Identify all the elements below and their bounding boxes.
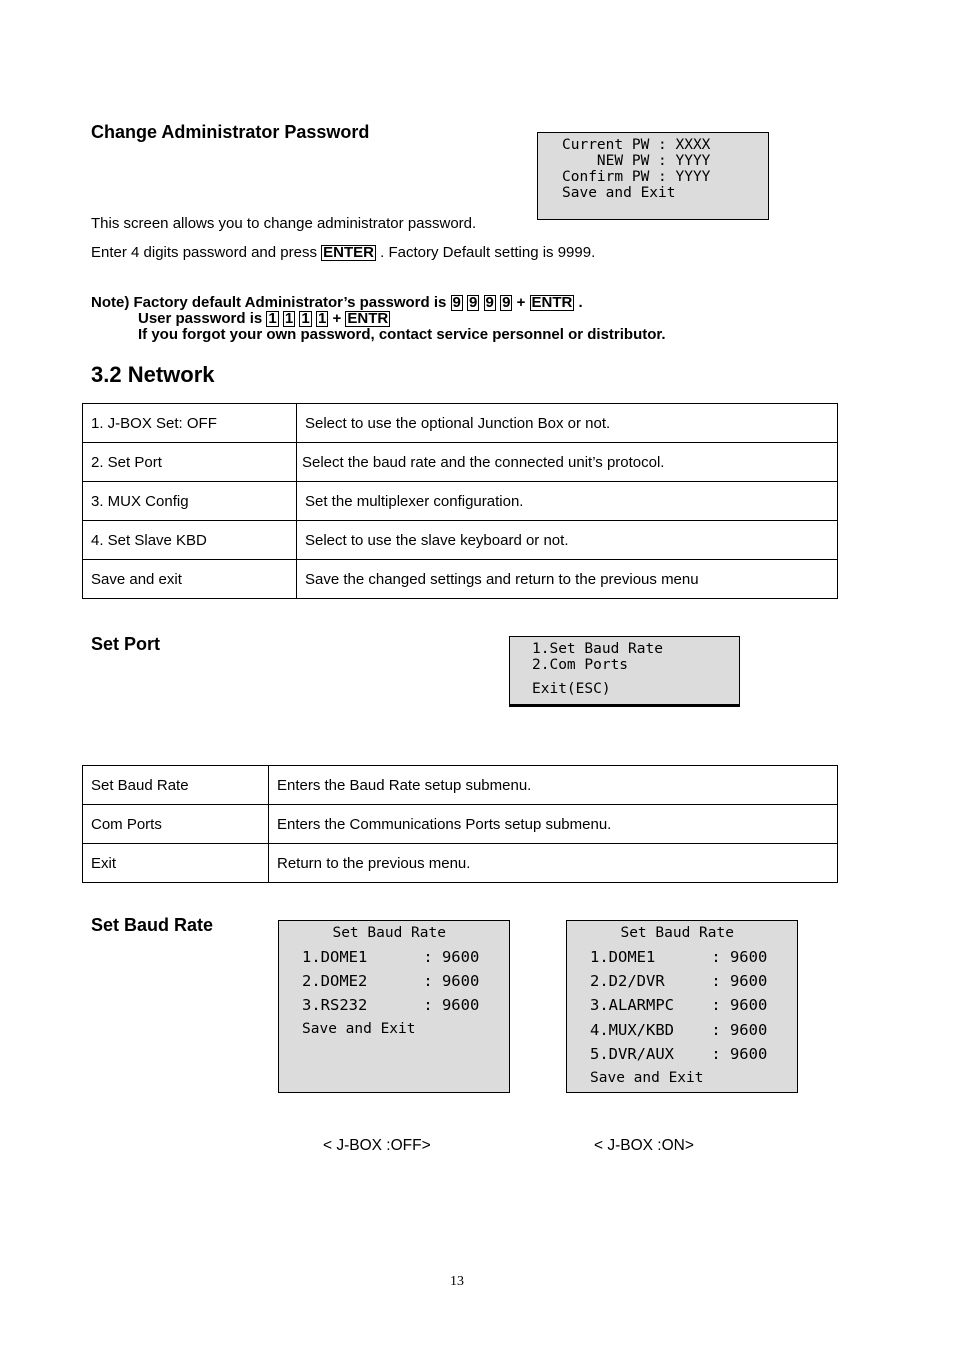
jbox-on-caption: < J-BOX :ON> [594, 1137, 694, 1154]
menu-desc-cell: Enters the Baud Rate setup submenu. [269, 766, 838, 805]
lcd-line: Save and Exit [562, 185, 676, 201]
key-1: 1 [284, 310, 294, 327]
lcd-line: 1.DOME1 : 9600 [590, 948, 768, 966]
menu-desc-cell: Return to the previous menu. [269, 844, 838, 883]
lcd-line: Set Baud Rate [315, 925, 446, 941]
menu-desc-cell: Set the multiplexer configuration. [297, 482, 838, 521]
menu-desc-cell: Enters the Communications Ports setup submenu. [269, 805, 838, 844]
menu-item-cell: Com Ports [83, 805, 269, 844]
menu-desc-cell: Select the baud rate and the connected unit’s protocol. [297, 443, 838, 482]
menu-item-cell: 3. MUX Config [83, 482, 297, 521]
set-port-table [82, 765, 838, 883]
admin-password-lcd [537, 132, 769, 220]
network-menu-table [82, 403, 838, 599]
table-row [83, 844, 838, 883]
lcd-line: 3.RS232 : 9600 [302, 996, 480, 1014]
lcd-line: 3.ALARMPC : 9600 [590, 996, 768, 1014]
admin-description: This screen allows you to change administrator password. [91, 215, 477, 232]
menu-item-cell: Set Baud Rate [83, 766, 269, 805]
instruction-text: . Factory Default setting is 9999. [380, 244, 596, 261]
set-port-lcd [509, 636, 740, 705]
default-password-note [91, 295, 583, 311]
table-row [83, 521, 838, 560]
period: . [578, 294, 583, 311]
instruction-text: Enter 4 digits password and press [91, 244, 317, 261]
menu-desc-cell: Select to use the slave keyboard or not. [297, 521, 838, 560]
lcd-line: 1.Set Baud Rate [532, 641, 663, 657]
lcd-line: 2.Com Ports [532, 657, 629, 673]
lcd-line: NEW PW : YYYY [562, 153, 711, 169]
menu-item-cell: 4. Set Slave KBD [83, 521, 297, 560]
network-section-title: 3.2 Network [91, 362, 215, 387]
menu-desc-cell: Save the changed settings and return to the previous menu [297, 560, 838, 599]
menu-item-cell: Save and exit [83, 560, 297, 599]
key-1: 1 [317, 310, 327, 327]
key-9: 9 [452, 294, 461, 311]
note-text: Note) Factory default Administrator’s password is [91, 294, 447, 311]
note-text: User password is [138, 310, 263, 327]
table-row [83, 766, 838, 805]
lcd-line: Confirm PW : YYYY [562, 169, 711, 185]
admin-instruction [91, 244, 595, 261]
menu-desc-cell: Select to use the optional Junction Box or not. [297, 404, 838, 443]
table-row [83, 805, 838, 844]
baud-rate-lcd-jbox-off [278, 920, 510, 1093]
forgot-password-note: If you forgot your own password, contact service personnel or distributor. [138, 326, 666, 343]
lcd-line: Save and Exit [590, 1070, 704, 1086]
key-9: 9 [469, 294, 478, 311]
menu-item-cell: 2. Set Port [83, 443, 297, 482]
lcd-line: 1.DOME1 : 9600 [302, 948, 480, 966]
lcd-line: Current PW : XXXX [562, 137, 711, 153]
plus-sign: + [516, 294, 526, 311]
key-9: 9 [485, 294, 494, 311]
entr-key: ENTR [531, 294, 573, 311]
table-row [83, 404, 838, 443]
jbox-off-caption: < J-BOX :OFF> [323, 1137, 431, 1154]
key-1: 1 [301, 310, 310, 327]
admin-password-heading: Change Administrator Password [91, 122, 370, 142]
table-row [83, 443, 838, 482]
table-row [83, 482, 838, 521]
lcd-line: Set Baud Rate [603, 925, 734, 941]
lcd-line: 2.DOME2 : 9600 [302, 972, 480, 990]
lcd-line: 5.DVR/AUX : 9600 [590, 1045, 768, 1063]
set-baud-rate-heading: Set Baud Rate [91, 915, 214, 935]
lcd-line: Save and Exit [302, 1021, 416, 1037]
menu-item-cell: Exit [83, 844, 269, 883]
set-port-heading: Set Port [91, 634, 161, 654]
baud-rate-lcd-jbox-on [566, 920, 798, 1093]
page-number: 13 [450, 1274, 464, 1289]
key-1: 1 [268, 310, 277, 327]
menu-item-cell: 1. J-BOX Set: OFF [83, 404, 297, 443]
user-password-note [138, 311, 390, 327]
plus-sign: + [332, 310, 342, 327]
lcd-line: 4.MUX/KBD : 9600 [590, 1021, 768, 1039]
key-9: 9 [502, 294, 511, 311]
lcd-line: 2.D2/DVR : 9600 [590, 972, 768, 990]
enter-key: ENTER [323, 244, 374, 261]
entr-key: ENTR [347, 310, 389, 327]
lcd-line: Exit(ESC) [532, 681, 611, 697]
table-row [83, 560, 838, 599]
